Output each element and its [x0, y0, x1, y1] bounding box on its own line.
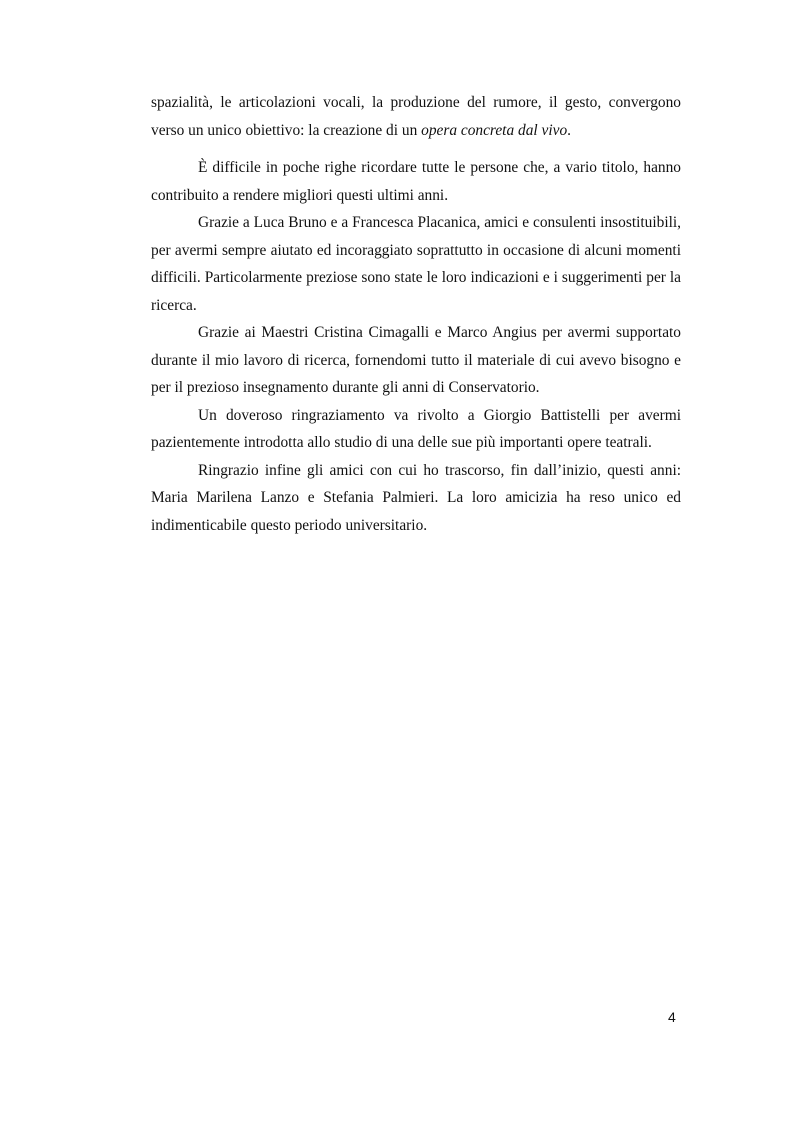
- paragraph-thanks-battistelli: Un doveroso ringraziamento va rivolto a Giorgio Battistelli per avermi pazientemente introdotta allo studio di una delle sue più importanti opere teatrali.: [151, 406, 681, 451]
- paragraph-thanks-bruno-placanica: Grazie a Luca Bruno e a Francesca Placanica, amici e consulenti insostituibili, per avermi sempre aiutato ed incoraggiato soprattutto in occasione di alcuni momenti difficili. Particolarmente preziose sono state le loro indicazioni e i suggerimenti per la ricerca.: [151, 214, 681, 314]
- intro-text: spazialità, le articolazioni vocali, la produzione del rumore, il gesto, convergono verso un unico obiettivo: la creazione di un: [151, 94, 681, 139]
- intro-emphasis: opera concreta dal vivo: [421, 121, 568, 139]
- paragraph-thanks-maestri: Grazie ai Maestri Cristina Cimagalli e Marco Angius per avermi supportato durante il mio lavoro di ricerca, fornendomi tutto il materiale di cui avevo bisogno e per il prezioso insegnamento durante gli anni di Conservatorio.: [151, 324, 681, 396]
- paragraph-thanks-friends: Ringrazio infine gli amici con cui ho trascorso, fin dall’inizio, questi anni: Maria Marilena Lanzo e Stefania Palmieri. La loro amicizia ha reso unico ed indimenticabile questo periodo universitario.: [151, 461, 681, 534]
- intro-end: .: [567, 121, 572, 139]
- body-text: [151, 89, 681, 539]
- intro-paragraph: [151, 89, 681, 144]
- paragraph-difficulty: È difficile in poche righe ricordare tutte le persone che, a vario titolo, hanno contribuito a rendere migliori questi ultimi anni.: [151, 159, 681, 204]
- page-number: 4: [668, 1009, 676, 1025]
